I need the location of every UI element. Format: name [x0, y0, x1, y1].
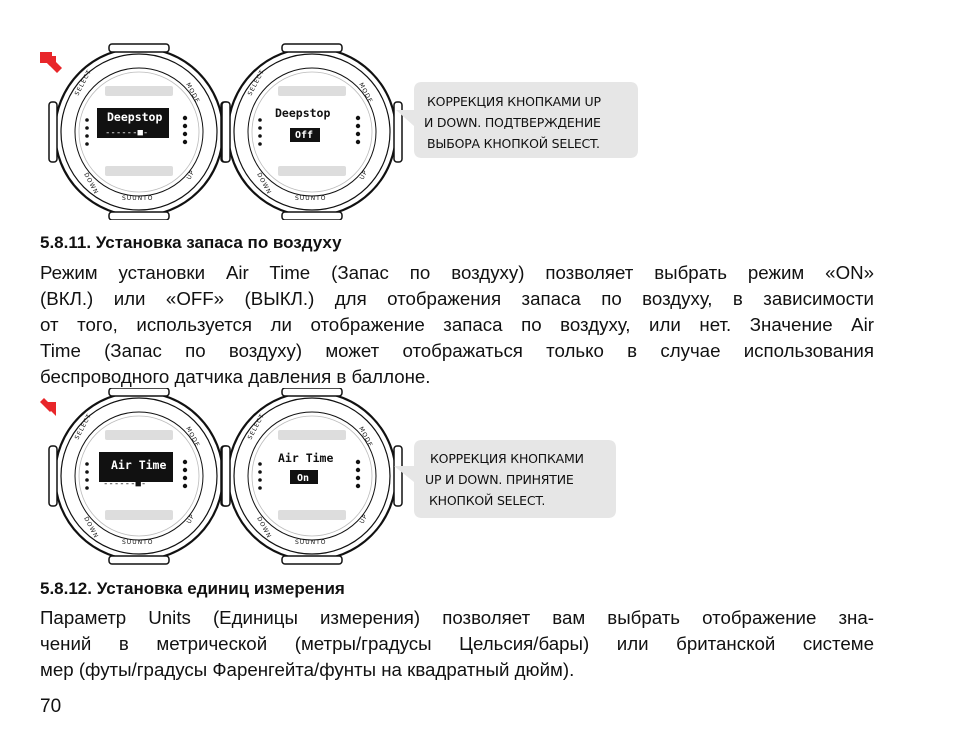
- watch-left: [49, 388, 229, 564]
- watch-left-title: Deepstop: [107, 110, 163, 124]
- watch-left-brand: SUUNTO: [122, 539, 154, 546]
- watch-left-button-select[interactable]: SELECT: [73, 412, 94, 441]
- watch-left-button-up[interactable]: UP: [185, 512, 197, 525]
- watch-right-value: On: [297, 473, 310, 484]
- callout-line: КНОПКОЙ SELECT.: [429, 493, 546, 508]
- paragraph-line: беспроводного датчика давления в баллоне.: [40, 366, 431, 387]
- watch-right-button-mode[interactable]: MODE: [357, 425, 374, 449]
- callout-line: КОРРЕКЦИЯ КНОПКАМИ: [430, 451, 584, 466]
- figure-air-time: [0, 388, 954, 568]
- paragraph-line: (ВКЛ.) или «OFF» (ВЫКЛ.) для отображения запаса по воздуху, в зависимости: [40, 288, 874, 309]
- watch-right-value: Off: [295, 130, 314, 141]
- section-paragraph: [40, 605, 874, 683]
- callout-line: ВЫБОРА КНОПКОЙ SELECT.: [427, 136, 600, 151]
- callout-line: КОРРЕКЦИЯ КНОПКАМИ UP: [427, 94, 601, 109]
- red-arrow-icon: [40, 52, 62, 73]
- watch-left-title: Air Time: [111, 458, 167, 472]
- watch-left-button-mode[interactable]: MODE: [184, 425, 201, 449]
- callout-line: UP И DOWN. ПРИНЯТИЕ: [425, 472, 574, 487]
- callout-text: [425, 448, 584, 511]
- watch-left-value: ------■-: [105, 128, 149, 138]
- watch-left-value: ------■-: [103, 479, 147, 489]
- watch-right-title: Deepstop: [275, 106, 331, 120]
- watch-right-button-select[interactable]: SELECT: [246, 68, 267, 97]
- paragraph-line: мер (футы/градусы Фаренгейта/фунты на квадратный дюйм).: [40, 659, 575, 680]
- section-paragraph: [40, 260, 874, 390]
- paragraph-line: Параметр Units (Единицы измерения) позволяет вам выбрать отображение зна-: [40, 607, 874, 628]
- section-heading: 5.8.11. Установка запаса по воздуху: [40, 233, 342, 252]
- paragraph-line: Time (Запас по воздуху) может отображаться только в случае использования: [40, 340, 874, 361]
- watch-right-brand: SUUNTO: [295, 539, 327, 546]
- watch-left-button-select[interactable]: SELECT: [73, 68, 94, 97]
- watch-left-button-down[interactable]: DOWN: [82, 171, 100, 196]
- watch-right-button-up[interactable]: UP: [358, 512, 370, 525]
- watch-left-brand: SUUNTO: [122, 195, 154, 202]
- callout-text: [424, 91, 601, 154]
- watch-right-brand: SUUNTO: [295, 195, 327, 202]
- watch-left-button-up[interactable]: UP: [185, 168, 197, 181]
- section-heading: 5.8.12. Установка единиц измерения: [40, 579, 345, 598]
- watch-right-button-down[interactable]: DOWN: [255, 515, 273, 540]
- figure-deepstop: [0, 40, 954, 220]
- paragraph-line: от того, используется ли отображение запаса по воздуху, или нет. Значение Air: [40, 314, 874, 335]
- callout-line: И DOWN. ПОДТВЕРЖДЕНИЕ: [424, 115, 601, 130]
- paragraph-line: Режим установки Air Time (Запас по воздуху) позволяет выбрать режим «ON»: [40, 262, 874, 283]
- watch-left-button-mode[interactable]: MODE: [184, 81, 201, 105]
- watch-right-button-select[interactable]: SELECT: [246, 412, 267, 441]
- watch-left-button-down[interactable]: DOWN: [82, 515, 100, 540]
- watch-right-title: Air Time: [278, 451, 334, 465]
- watch-right-button-mode[interactable]: MODE: [357, 81, 374, 105]
- red-arrow-icon: [40, 398, 56, 416]
- page-number: 70: [40, 696, 62, 717]
- watch-right: [222, 388, 402, 564]
- paragraph-line: чений в метрической (метры/градусы Цельсия/бары) или британской системе: [40, 633, 874, 654]
- watch-right-button-down[interactable]: DOWN: [255, 171, 273, 196]
- watch-right-button-up[interactable]: UP: [358, 168, 370, 181]
